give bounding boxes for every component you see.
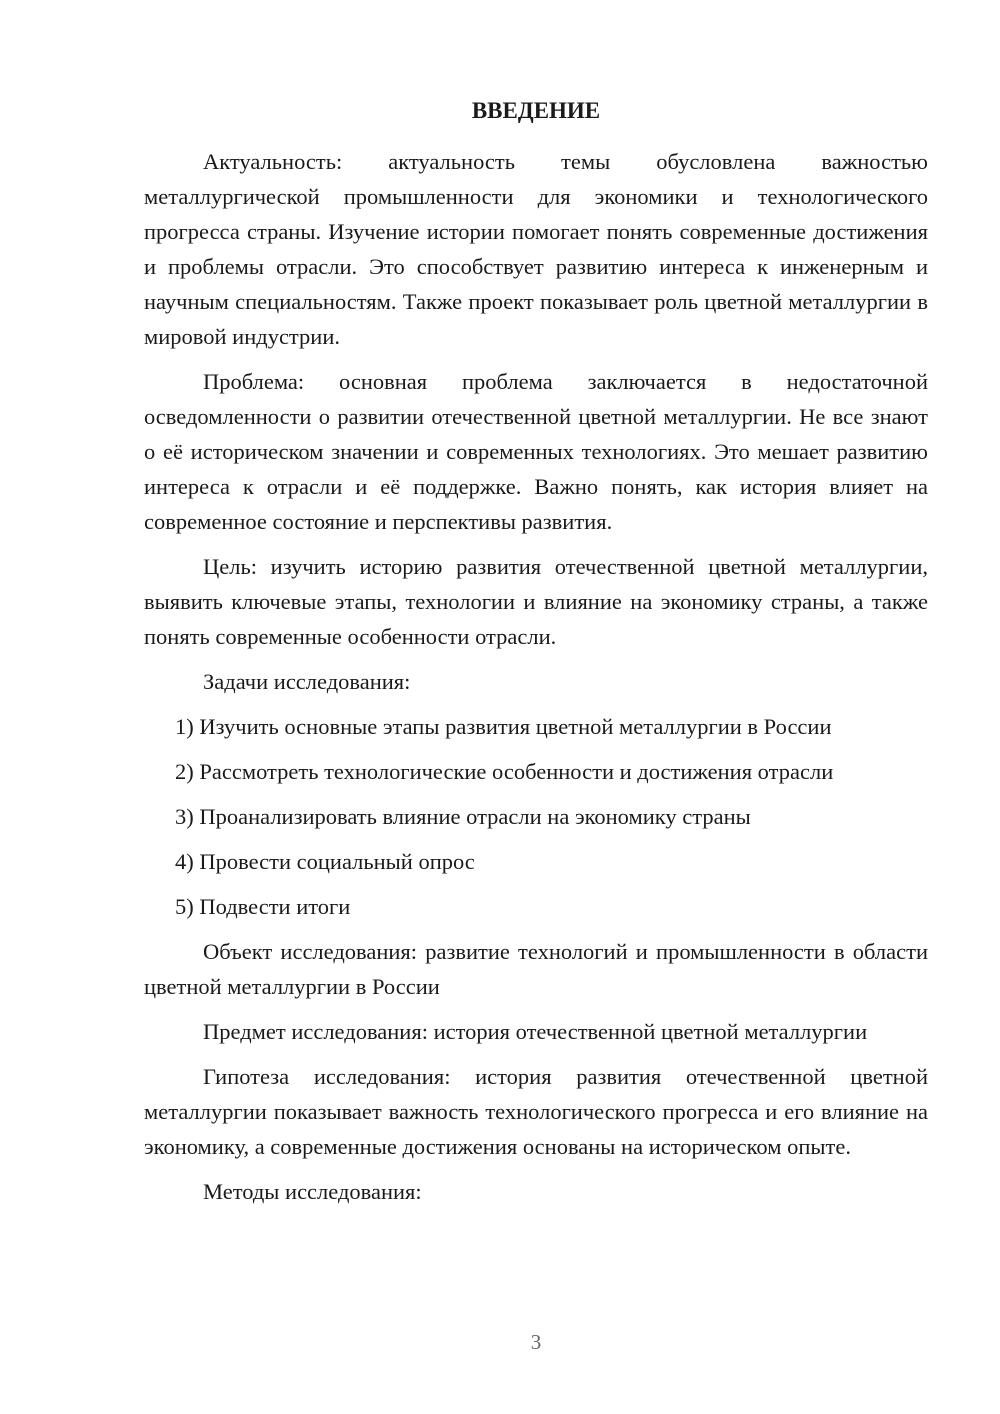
tasks-label: Задачи исследования: [203, 669, 411, 694]
page-title: ВВЕДЕНИЕ [471, 98, 601, 123]
list-item: 4) Провести социальный опрос [175, 849, 475, 874]
list-item: 2) Рассмотреть технологические особенности и достижения отрасли [175, 759, 834, 784]
hypothesis-paragraph: Гипотеза исследования: история развития отечественной цветной металлургии показывает важность технологического прогресса и его влияние на экономику, а современные достижения основаны на историческом опыте. [144, 1064, 928, 1159]
subject-paragraph: Предмет исследования: история отечественной цветной металлургии [203, 1019, 868, 1044]
relevance-paragraph: Актуальность: актуальность темы обусловлена важностью металлургической промышленности для экономики и технологического прогресса страны. Изучение истории помогает понять современные достижения и проблемы отрасли. Это способствует развитию интереса к инженерным и научным специальностям. Также проект показывает роль цветной металлургии в мировой индустрии. [144, 149, 928, 349]
methods-label: Методы исследования: [203, 1179, 422, 1204]
list-item: 5) Подвести итоги [175, 894, 351, 919]
page-number: 3 [530, 1330, 542, 1354]
goal-paragraph: Цель: изучить историю развития отечественной цветной металлургии, выявить ключевые этапы, технологии и влияние на экономику страны, а также понять современные особенности отрасли. [144, 554, 928, 649]
document-page [144, 96, 928, 1219]
tasks-list [144, 709, 928, 924]
list-item: 3) Проанализировать влияние отрасли на экономику страны [175, 804, 751, 829]
problem-paragraph: Проблема: основная проблема заключается в недостаточной осведомленности о развитии отечественной цветной металлургии. Не все знают о её историческом значении и современных технологиях. Это мешает развитию интереса к отрасли и её поддержке. Важно понять, как история влияет на современное состояние и перспективы развития. [144, 369, 928, 534]
object-paragraph: Объект исследования: развитие технологий и промышленности в области цветной металлургии в России [144, 939, 928, 999]
list-item: 1) Изучить основные этапы развития цветной металлургии в России [175, 714, 832, 739]
